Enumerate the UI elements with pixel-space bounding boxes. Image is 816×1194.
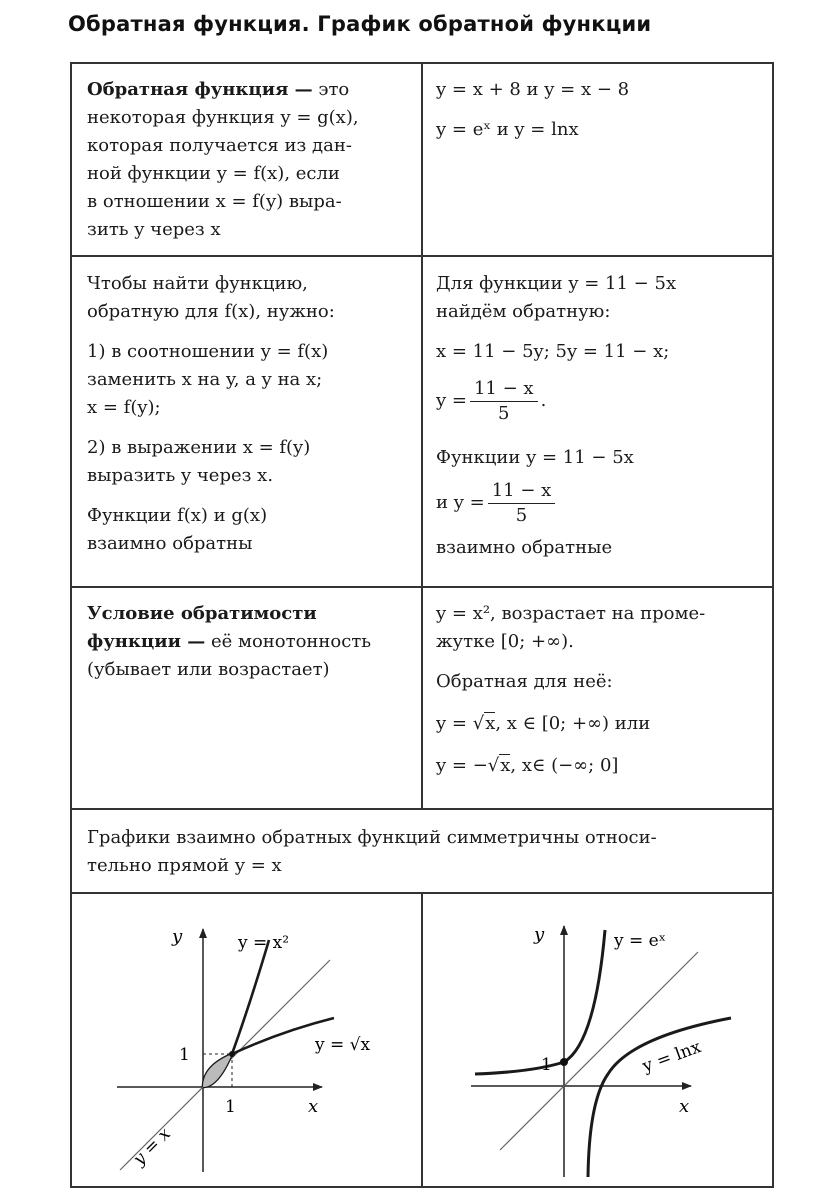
point-0-1 (560, 1058, 568, 1066)
method-line: 2) в выражении x = f(y) (87, 437, 311, 458)
fraction (488, 479, 556, 528)
curve-label-exp: y = eˣ (614, 931, 666, 951)
condition-term: Условие обратимости (87, 603, 317, 624)
curve-ln (588, 1018, 731, 1177)
numerator: 11 − x (470, 377, 538, 402)
condition-example-cell (436, 600, 766, 780)
x-axis-label: x (679, 1096, 690, 1117)
method-line: взаимно обратны (87, 533, 253, 554)
y-axis-label: y (534, 924, 545, 945)
root-formula-1: y = √x, x ∈ [0; +∞) или (436, 713, 651, 734)
method-line: 1) в соотношении y = f(x) (87, 341, 329, 362)
definition-examples-cell (436, 76, 766, 144)
definition-line: зить y через x (87, 219, 221, 240)
definition-line: некоторая функция y = g(x), (87, 107, 359, 128)
definition-text: это (318, 79, 350, 100)
y-axis-label: y (172, 926, 183, 947)
symmetry-line: Графики взаимно обратных функций симметричны относи- (87, 827, 657, 848)
intersection-point (229, 1051, 235, 1057)
method-example-cell (436, 270, 766, 562)
symmetry-note (87, 824, 767, 880)
page-title: Обратная функция. График обратной функции (68, 12, 652, 36)
numerator: 11 − x (488, 479, 556, 504)
fraction (470, 377, 538, 426)
condition-example-line: y = x², возрастает на проме- (436, 603, 706, 624)
definition-line: в отношении x = f(y) выра- (87, 191, 342, 212)
condition-term: функции — (87, 631, 206, 652)
x-axis-label: x (308, 1096, 319, 1117)
reference-table (70, 62, 774, 1188)
definition-line: ной функции y = f(x), если (87, 163, 340, 184)
fraction-formula-2: и y = $\frac{11 - x}{5}$ (436, 472, 766, 534)
table-border-right (772, 62, 774, 1188)
denominator: 5 (515, 504, 528, 526)
curve-label-ln: y = lnx (639, 1037, 704, 1077)
condition-text: (убывает или возрастает) (87, 659, 330, 680)
method-example-line: Для функции y = 11 − 5x (436, 273, 677, 294)
definition-line: которая получается из дан- (87, 135, 352, 156)
tick-label-x: 1 (225, 1097, 236, 1117)
method-line: выразить y через x. (87, 465, 274, 486)
method-line: обратную для f(x), нужно: (87, 301, 335, 322)
method-example-line: Функции y = 11 − 5x (436, 447, 634, 468)
graph-exp-log (423, 894, 772, 1186)
definition-cell (87, 76, 417, 244)
condition-example-line: Обратная для неё: (436, 671, 613, 692)
line-label-y-equals-x: y = x (129, 1124, 175, 1170)
sqrt-sign: √ (472, 713, 485, 734)
method-cell (87, 270, 417, 558)
curve-exp (475, 930, 605, 1074)
tick-label-y: 1 (179, 1045, 190, 1065)
curve-label-x-squared: y = x² (238, 933, 290, 953)
example-line: y = eˣ и y = lnx (436, 119, 579, 140)
graph-power-root (72, 894, 421, 1186)
method-example-line: взаимно обратные (436, 537, 613, 558)
method-line: x = f(y); (87, 397, 161, 418)
fraction-formula-1: y = $\frac{11 - x}{5}$ . (436, 377, 547, 424)
method-example-line: x = 11 − 5y; 5y = 11 − x; (436, 341, 670, 362)
condition-example-line: жутке [0; +∞). (436, 631, 574, 652)
example-line: y = x + 8 и y = x − 8 (436, 79, 630, 100)
condition-cell (87, 600, 421, 684)
method-line: заменить x на y, а y на x; (87, 369, 323, 390)
tick-label-y: 1 (541, 1055, 552, 1075)
denominator: 5 (498, 402, 510, 424)
column-divider-upper (421, 62, 423, 809)
condition-text: её монотонность (210, 631, 372, 652)
definition-term: Обратная функция — (87, 79, 313, 100)
method-line: Чтобы найти функцию, (87, 273, 308, 294)
method-example-line: найдём обратную: (436, 301, 611, 322)
sqrt-sign: √ (487, 755, 500, 776)
root-formula-2: y = −√x, x∈ (−∞; 0] (436, 755, 619, 776)
symmetry-line: тельно прямой y = x (87, 855, 282, 876)
curve-label-sqrt-x: y = √x (315, 1035, 371, 1055)
method-line: Функции f(x) и g(x) (87, 505, 268, 526)
